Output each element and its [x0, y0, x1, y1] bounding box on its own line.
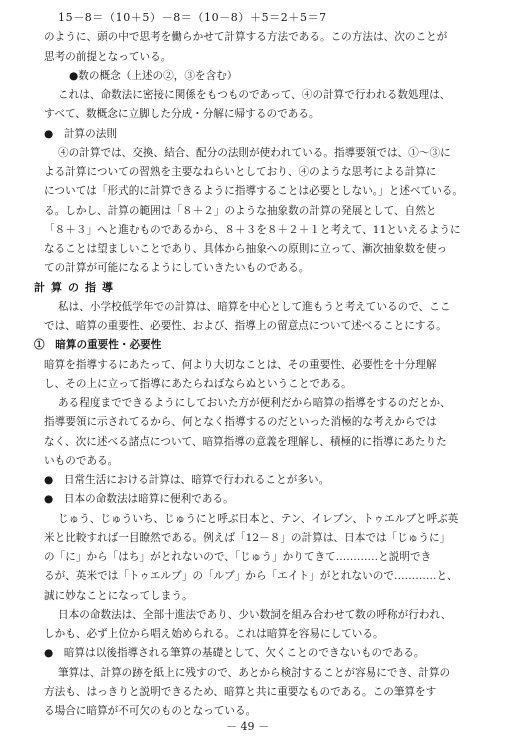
- text-line: いものである。: [44, 454, 119, 467]
- text-line: 思考の前提となっている。: [44, 50, 172, 63]
- bullet-line: ● 日常生活における計算は、暗算で行われることが多い。: [44, 474, 330, 486]
- bullet-line: ● 暗算は以後指導される筆算の基礎として、欠くことのできないものである。: [44, 647, 425, 660]
- text-line: 誠に妙なことになってしまう。: [44, 589, 193, 602]
- text-line: 日本の命数法は、全部十進法であり、少い数詞を組み合わせて数の呼称が行われ、: [58, 608, 452, 621]
- text-line: すべて、数概念に立脚した分成・分解に帰するのである。: [44, 108, 320, 121]
- text-line: ある程度までできるようにしておいた方が便利だから暗算の指導をするのだとか、: [58, 397, 451, 409]
- text-line: る。しかし、計算の範囲は「８＋２」のような抽象数の計算の発展として、自然と: [44, 204, 437, 217]
- text-line: るが、英米では「トゥエルブ」の「ルブ」から「エイト」がとれないので…………と、: [44, 570, 458, 583]
- text-line: なく、次に述べる諸点について、暗算指導の意義を理解し、積極的に指導にあたりた: [44, 435, 447, 448]
- text-line: ての計算が可能になるようにしていきたいものである。: [44, 262, 310, 275]
- text-line: については「形式的に計算できるように指導することは必要としない。」と述べている。: [44, 185, 464, 198]
- section-heading: 計算の指導: [34, 280, 119, 294]
- text-line: 米と比較すれば一目瞭然である。例えば「12－８」の計算は、日本では「じゅうに」: [44, 531, 451, 544]
- text-line: 「８＋３」へと進むものであるから、８＋３を８＋２＋１と考えて、11といえるように: [44, 223, 461, 236]
- text-line: ④の計算では、交換、結合、配分の法則が使われている。指導要領では、①～③に: [58, 146, 451, 159]
- equation-line: 15－8＝（10＋5）－8＝（10－8）＋5＝2＋5＝7: [58, 11, 327, 24]
- text-line: 指導要領に示されてるから、何となく指導するのだといった消極的な考えからでは: [44, 416, 437, 429]
- text-line: じゅう、じゅういち、じゅうにと呼ぶ日本と、テン、イレブン、トゥエルブと呼ぶ英: [58, 512, 459, 525]
- bullet-line: ● 計算の法則: [44, 127, 117, 140]
- text-line: 私は、小学校低学年での計算は、暗算を中心として進もうと考えているので、ここ: [58, 300, 451, 313]
- bullet-line: ●数の概念（上述の②，③を含む）: [69, 69, 238, 82]
- text-line: 暗算を指導するにあたって、何より大切なことは、その重要性、必要性を十分理解: [44, 358, 437, 371]
- text-line: しかも、必ず上位から唱え始められる。これは暗算を容易にしている。: [44, 628, 384, 640]
- bullet-line: ● 日本の命数法は暗算に便利である。: [44, 493, 234, 506]
- subsection-heading: ① 暗算の重要性・必要性: [34, 339, 162, 352]
- text-line: る場合に暗算が不可欠のものとなっている。: [44, 705, 257, 717]
- text-line: よる計算についての習熟を主要なねらいとしており、④のような思考による計算に: [44, 166, 437, 178]
- text-line: し、その上に立って指導にあたらねばならぬということである。: [44, 377, 352, 390]
- text-line: の「に」から「はち」がとれないので、「じゅう」かりてきて…………と説明でき: [44, 551, 432, 563]
- text-line: では、暗算の重要性、必要性、および、指導上の留意点について述べることにする。: [44, 320, 447, 332]
- page-number: － 49 －: [226, 720, 270, 733]
- text-line: これは、命数法に密接に関係をもつものであって、④の計算で行われる数処理は、: [58, 89, 451, 101]
- text-line: のように、頭の中で思考を働らかせて計算する方法である。この方法は、次のことが: [44, 31, 448, 44]
- text-line: なることは望ましいことであり、具体から抽象への原則に立って、漸次抽象数を使っ: [44, 243, 448, 255]
- text-line: 方法も、はっきりと説明できるため、暗算と共に重要なものである。この筆算をす: [44, 685, 437, 698]
- text-line: 筆算は、計算の跡を紙上に残すので、あとから検討することが容易にでき、計算の: [58, 666, 451, 679]
